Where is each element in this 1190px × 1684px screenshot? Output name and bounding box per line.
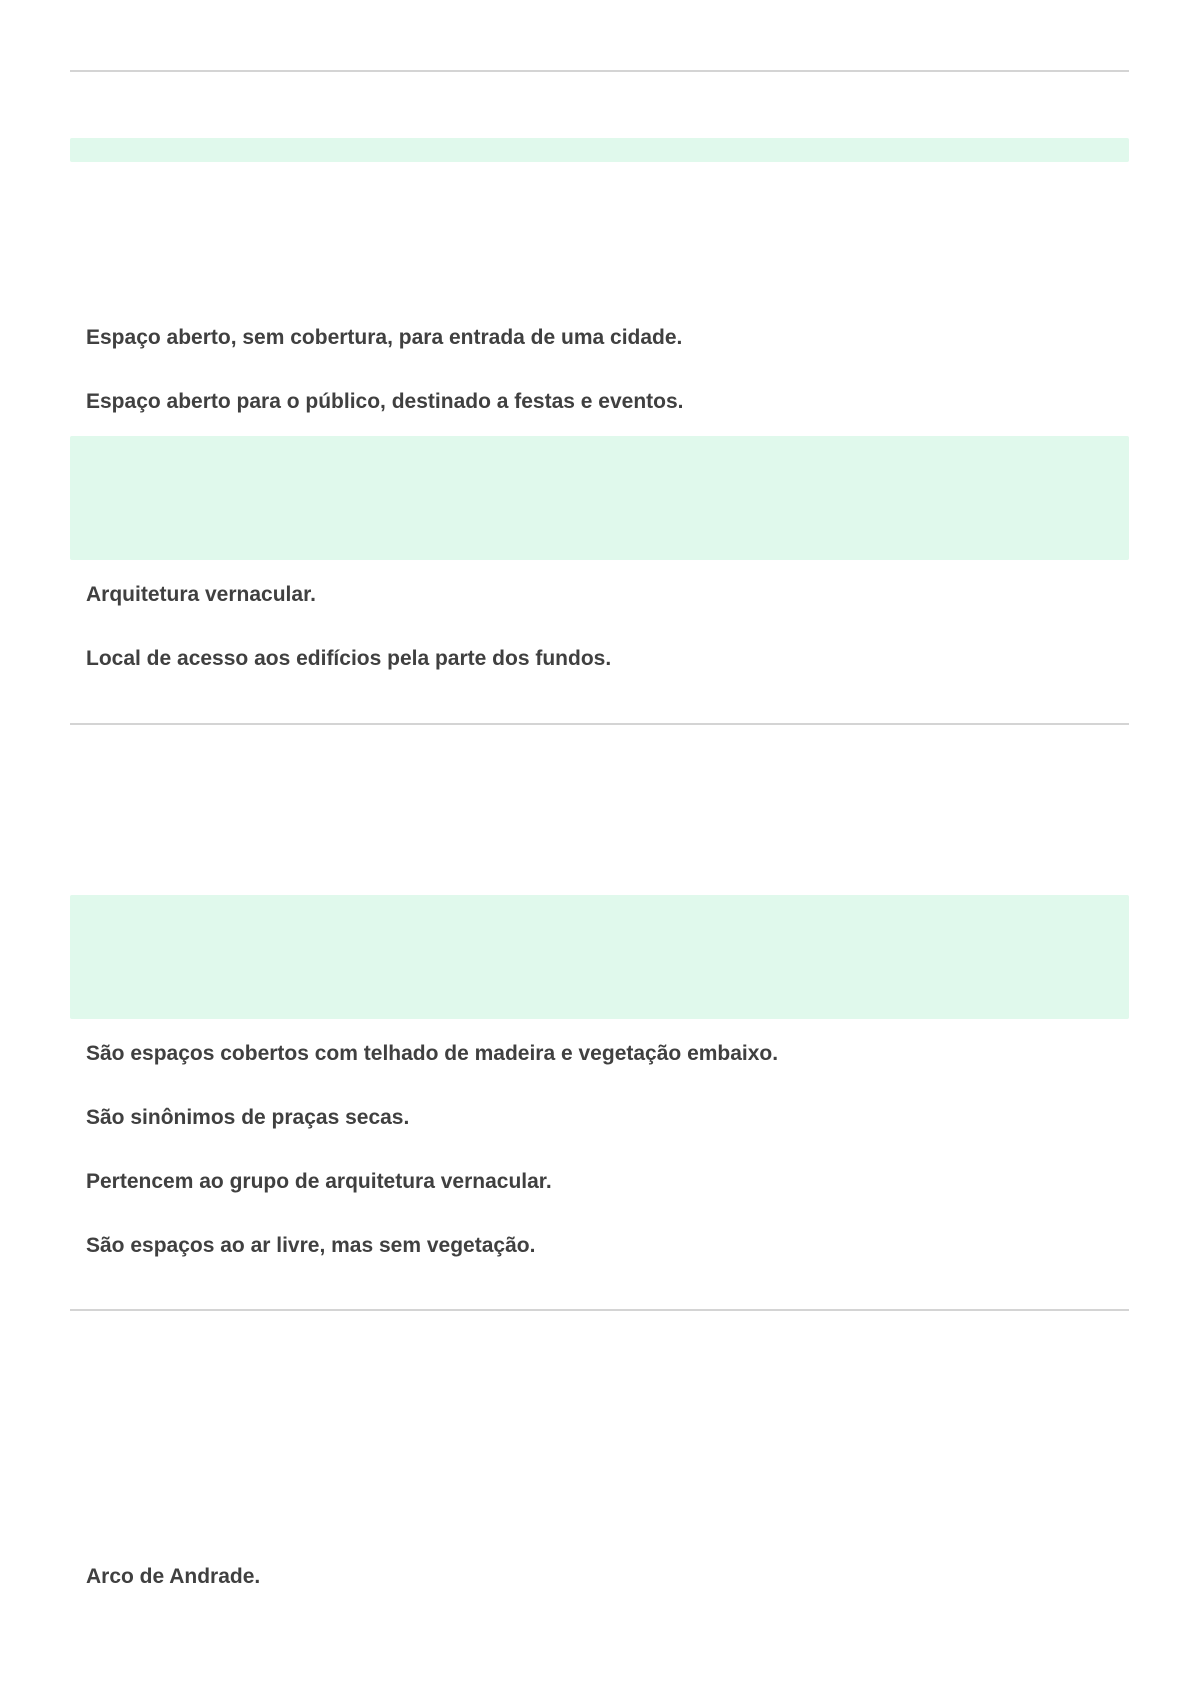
answer-option[interactable]: São sinônimos de praças secas. [86, 1106, 410, 1129]
answer-option[interactable]: Arco de Andrade. [86, 1565, 261, 1588]
answer-option[interactable]: Espaço aberto, sem cobertura, para entrada de uma cidade. [86, 326, 683, 349]
answer-option[interactable]: Local de acesso aos edifícios pela parte dos fundos. [86, 647, 612, 670]
answer-option[interactable]: São espaços ao ar livre, mas sem vegetação. [86, 1234, 536, 1257]
answer-option[interactable]: Arquitetura vernacular. [86, 583, 316, 606]
question-divider [70, 70, 1129, 72]
question-divider [70, 1309, 1129, 1311]
answer-option[interactable]: Espaço aberto para o público, destinado a festas e eventos. [86, 390, 684, 413]
answer-option[interactable]: São espaços cobertos com telhado de madeira e vegetação embaixo. [86, 1042, 779, 1065]
highlight-band [70, 895, 1129, 1019]
question-divider [70, 723, 1129, 725]
answer-option[interactable]: Pertencem ao grupo de arquitetura vernacular. [86, 1170, 552, 1193]
highlight-band [70, 436, 1129, 560]
highlight-band [70, 138, 1129, 162]
